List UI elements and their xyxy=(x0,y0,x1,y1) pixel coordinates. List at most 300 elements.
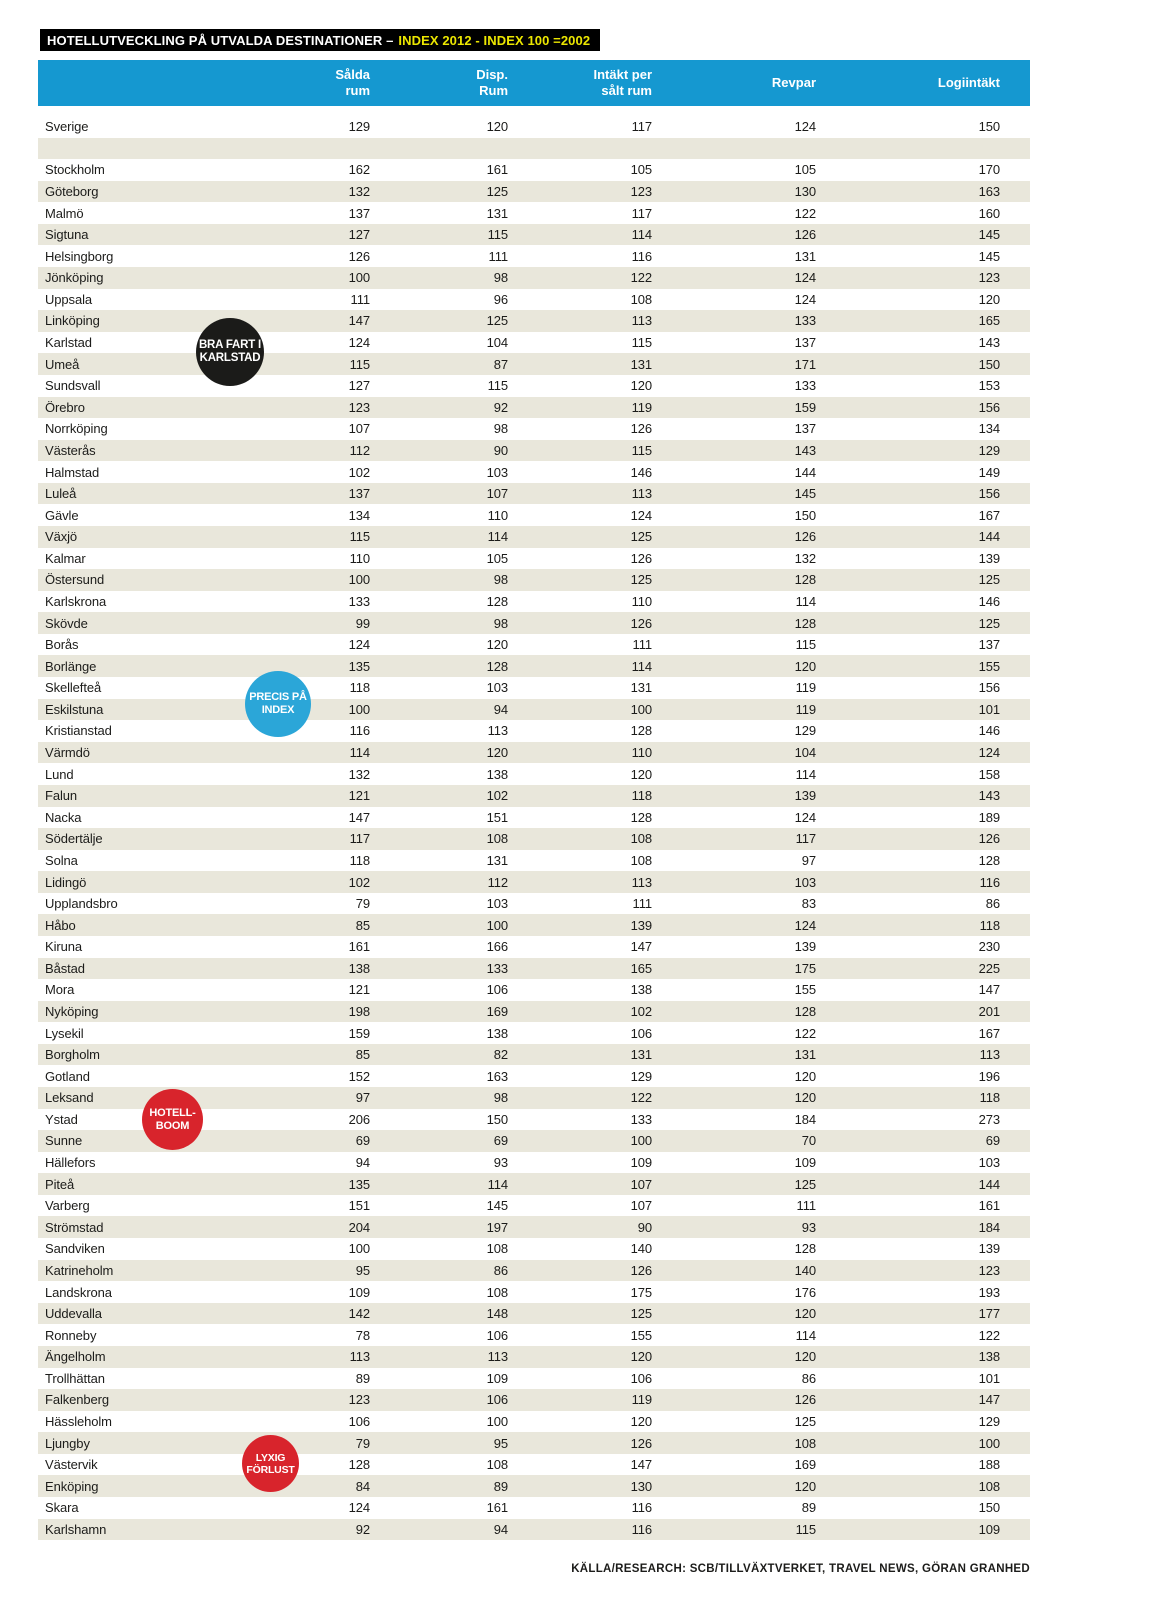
value-cell: 109 xyxy=(486,1370,508,1386)
value-cell: 156 xyxy=(978,486,1000,502)
value-cell: 131 xyxy=(794,1047,816,1063)
value-cell: 119 xyxy=(795,680,816,696)
value-cell: 105 xyxy=(486,550,508,566)
destination-name: Södertälje xyxy=(45,831,103,847)
value-cell: 114 xyxy=(795,766,816,782)
value-cell: 89 xyxy=(355,1370,370,1386)
value-cell: 122 xyxy=(630,270,652,286)
value-cell: 131 xyxy=(630,680,652,696)
value-cell: 86 xyxy=(985,896,1000,912)
value-cell: 86 xyxy=(493,1262,508,1278)
value-cell: 188 xyxy=(978,1457,1000,1473)
column-header-salda-rum: Sålda rum xyxy=(335,67,370,98)
destination-name: Sandviken xyxy=(45,1241,105,1257)
destination-name: Katrineholm xyxy=(45,1262,114,1278)
badge-hotell-boom xyxy=(142,1089,203,1150)
value-cell: 129 xyxy=(348,119,370,135)
value-cell: 117 xyxy=(631,205,652,221)
value-cell: 123 xyxy=(978,1262,1000,1278)
value-cell: 115 xyxy=(487,378,508,394)
value-cell: 95 xyxy=(355,1262,370,1278)
table-row xyxy=(38,1238,1030,1260)
value-cell: 105 xyxy=(794,162,816,178)
value-cell: 96 xyxy=(493,291,508,307)
destination-name: Falun xyxy=(45,788,78,804)
value-cell: 160 xyxy=(978,205,1000,221)
table-row xyxy=(38,1044,1030,1066)
table-row xyxy=(38,591,1030,613)
value-cell: 108 xyxy=(486,1241,508,1257)
destination-name: Karlshamn xyxy=(45,1521,107,1537)
destination-name: Sverige xyxy=(45,119,89,135)
value-cell: 176 xyxy=(794,1284,816,1300)
value-cell: 113 xyxy=(631,313,652,329)
value-cell: 162 xyxy=(348,162,370,178)
value-cell: 116 xyxy=(631,1521,652,1537)
destination-name: Solna xyxy=(45,852,78,868)
destination-name: Västerås xyxy=(45,442,96,458)
value-cell: 89 xyxy=(801,1500,816,1516)
value-cell: 175 xyxy=(630,1284,652,1300)
column-header-revpar: Revpar xyxy=(771,75,816,90)
value-cell: 118 xyxy=(631,788,652,804)
table-row xyxy=(38,1152,1030,1174)
table-row xyxy=(38,526,1030,548)
value-cell: 110 xyxy=(631,594,652,609)
destination-name: Borlänge xyxy=(45,658,97,674)
table-header-row xyxy=(38,60,1030,106)
value-cell: 126 xyxy=(630,421,652,437)
value-cell: 149 xyxy=(978,464,1000,480)
destination-name: Lidingö xyxy=(45,874,87,890)
value-cell: 132 xyxy=(794,550,816,566)
value-cell: 139 xyxy=(794,788,816,804)
value-cell: 138 xyxy=(486,1025,508,1041)
value-cell: 139 xyxy=(794,939,816,955)
value-cell: 130 xyxy=(794,184,816,200)
destination-name: Lund xyxy=(45,766,74,782)
value-cell: 79 xyxy=(355,896,370,912)
table-row xyxy=(38,310,1030,332)
value-cell: 111 xyxy=(488,248,508,264)
value-cell: 126 xyxy=(348,248,370,264)
value-cell: 69 xyxy=(985,1133,1000,1149)
value-cell: 169 xyxy=(486,1003,508,1019)
value-cell: 111 xyxy=(632,637,652,653)
value-cell: 152 xyxy=(348,1068,370,1084)
value-cell: 144 xyxy=(978,1176,1000,1192)
value-cell: 125 xyxy=(630,1306,652,1322)
destination-name: Eskilstuna xyxy=(45,701,104,717)
table-row xyxy=(38,634,1030,656)
destination-name: Skara xyxy=(45,1500,79,1516)
destination-name: Hässleholm xyxy=(45,1413,112,1429)
destination-name: Sigtuna xyxy=(45,227,89,243)
value-cell: 143 xyxy=(978,788,1000,804)
value-cell: 125 xyxy=(794,1176,816,1192)
value-cell: 115 xyxy=(349,529,370,545)
table-row xyxy=(38,1475,1030,1497)
value-cell: 138 xyxy=(486,766,508,782)
column-header-disp-rum: Disp. Rum xyxy=(476,67,508,98)
value-cell: 116 xyxy=(979,874,1000,890)
value-cell: 150 xyxy=(978,119,1000,135)
value-cell: 113 xyxy=(631,486,652,502)
value-cell: 109 xyxy=(348,1284,370,1300)
value-cell: 146 xyxy=(978,594,1000,609)
table-row xyxy=(38,548,1030,570)
value-cell: 151 xyxy=(486,809,508,825)
value-cell: 109 xyxy=(978,1521,1000,1537)
value-cell: 69 xyxy=(355,1133,370,1149)
value-cell: 115 xyxy=(349,356,370,372)
value-cell: 108 xyxy=(630,852,652,868)
value-cell: 132 xyxy=(348,184,370,200)
table-row xyxy=(38,936,1030,958)
destination-name: Nacka xyxy=(45,809,82,825)
value-cell: 129 xyxy=(630,1068,652,1084)
destination-name: Malmö xyxy=(45,205,84,221)
value-cell: 120 xyxy=(794,1349,816,1365)
value-cell: 126 xyxy=(794,529,816,545)
table-row xyxy=(38,116,1030,138)
value-cell: 155 xyxy=(978,658,1000,674)
table-row xyxy=(38,1022,1030,1044)
destination-name: Borås xyxy=(45,637,79,653)
value-cell: 100 xyxy=(630,701,652,717)
spacer-row xyxy=(38,138,1030,160)
value-cell: 119 xyxy=(631,399,652,415)
destination-name: Helsingborg xyxy=(45,248,114,264)
destination-name: Ljungby xyxy=(45,1435,90,1451)
page-title xyxy=(40,29,600,51)
value-cell: 120 xyxy=(794,658,816,674)
value-cell: 156 xyxy=(978,680,1000,696)
table-row xyxy=(38,1324,1030,1346)
value-cell: 117 xyxy=(631,119,652,135)
value-cell: 125 xyxy=(978,615,1000,631)
value-cell: 120 xyxy=(794,1090,816,1106)
value-cell: 144 xyxy=(794,464,816,480)
value-cell: 120 xyxy=(630,1413,652,1429)
value-cell: 100 xyxy=(348,701,370,717)
value-cell: 163 xyxy=(486,1068,508,1084)
destination-name: Gotland xyxy=(45,1068,90,1084)
value-cell: 128 xyxy=(794,1241,816,1257)
value-cell: 131 xyxy=(794,248,816,264)
destination-name: Karlstad xyxy=(45,335,92,351)
value-cell: 98 xyxy=(493,572,508,588)
value-cell: 150 xyxy=(486,1111,508,1127)
destination-name: Sundsvall xyxy=(45,378,101,394)
table-row xyxy=(38,202,1030,224)
value-cell: 123 xyxy=(630,184,652,200)
value-cell: 147 xyxy=(978,1392,1000,1408)
table-row xyxy=(38,699,1030,721)
value-cell: 107 xyxy=(486,486,508,502)
destination-name: Uddevalla xyxy=(45,1306,102,1322)
badge-bra-fart-i-karlstad xyxy=(196,318,264,386)
value-cell: 109 xyxy=(794,1155,816,1171)
table-row xyxy=(38,418,1030,440)
value-cell: 128 xyxy=(794,572,816,588)
value-cell: 125 xyxy=(486,313,508,329)
destination-name: Kristianstad xyxy=(45,723,112,739)
value-cell: 94 xyxy=(355,1155,370,1171)
value-cell: 206 xyxy=(348,1111,370,1127)
table-row xyxy=(38,1497,1030,1519)
value-cell: 196 xyxy=(978,1068,1000,1084)
value-cell: 112 xyxy=(487,874,508,890)
value-cell: 201 xyxy=(978,1003,1000,1019)
value-cell: 98 xyxy=(493,1090,508,1106)
value-cell: 184 xyxy=(794,1111,816,1127)
destination-name: Örebro xyxy=(45,399,85,415)
destination-name: Hällefors xyxy=(45,1155,96,1171)
value-cell: 86 xyxy=(801,1370,816,1386)
value-cell: 128 xyxy=(794,1003,816,1019)
value-cell: 125 xyxy=(630,572,652,588)
table-row xyxy=(38,1173,1030,1195)
value-cell: 144 xyxy=(978,529,1000,545)
value-cell: 128 xyxy=(794,615,816,631)
value-cell: 204 xyxy=(348,1219,370,1235)
table-row xyxy=(38,267,1030,289)
value-cell: 118 xyxy=(349,852,370,868)
destination-name: Växjö xyxy=(45,529,78,545)
table-row xyxy=(38,397,1030,419)
value-cell: 184 xyxy=(978,1219,1000,1235)
value-cell: 94 xyxy=(493,1521,508,1537)
table-row xyxy=(38,289,1030,311)
value-cell: 128 xyxy=(486,658,508,674)
destination-name: Halmstad xyxy=(45,464,100,480)
value-cell: 108 xyxy=(978,1478,1000,1494)
destination-name: Trollhättan xyxy=(45,1370,105,1386)
value-cell: 115 xyxy=(631,442,652,458)
value-cell: 124 xyxy=(794,270,816,286)
badge-text-line: BOOM xyxy=(155,1119,190,1132)
value-cell: 118 xyxy=(979,917,1000,933)
value-cell: 133 xyxy=(486,960,508,976)
destination-name: Göteborg xyxy=(45,184,99,200)
value-cell: 127 xyxy=(348,378,370,394)
value-cell: 146 xyxy=(630,464,652,480)
value-cell: 115 xyxy=(487,227,508,243)
table-row xyxy=(38,742,1030,764)
value-cell: 147 xyxy=(630,939,652,955)
destination-name: Enköping xyxy=(45,1478,99,1494)
value-cell: 126 xyxy=(794,227,816,243)
value-cell: 147 xyxy=(348,809,370,825)
value-cell: 111 xyxy=(350,291,370,307)
table-row xyxy=(38,958,1030,980)
table-row xyxy=(38,763,1030,785)
table-row xyxy=(38,1451,1030,1476)
value-cell: 100 xyxy=(486,917,508,933)
value-cell: 97 xyxy=(801,852,816,868)
value-cell: 97 xyxy=(355,1090,370,1106)
table-row xyxy=(38,850,1030,872)
value-cell: 110 xyxy=(487,507,508,523)
value-cell: 197 xyxy=(486,1219,508,1235)
value-cell: 126 xyxy=(978,831,1000,847)
value-cell: 165 xyxy=(630,960,652,976)
column-header-destination xyxy=(38,60,238,106)
destination-name: Mora xyxy=(45,982,75,998)
value-cell: 138 xyxy=(978,1349,1000,1365)
destination-name: Skövde xyxy=(45,615,88,631)
value-cell: 123 xyxy=(348,1392,370,1408)
value-cell: 125 xyxy=(630,529,652,545)
badge-text-line: PRECIS PÅ xyxy=(249,691,307,703)
badge-text-line: BRA FART I xyxy=(198,339,262,351)
table-row xyxy=(38,181,1030,203)
value-cell: 103 xyxy=(486,680,508,696)
value-cell: 128 xyxy=(348,1457,370,1473)
table-row xyxy=(38,807,1030,829)
value-cell: 118 xyxy=(349,680,370,696)
value-cell: 138 xyxy=(348,960,370,976)
value-cell: 198 xyxy=(348,1003,370,1019)
destination-name: Kalmar xyxy=(45,550,86,566)
value-cell: 128 xyxy=(978,852,1000,868)
value-cell: 167 xyxy=(978,507,1000,523)
table-row xyxy=(38,353,1030,375)
value-cell: 124 xyxy=(794,917,816,933)
value-cell: 100 xyxy=(348,572,370,588)
value-cell: 273 xyxy=(978,1111,1000,1127)
value-cell: 124 xyxy=(794,809,816,825)
table-row xyxy=(38,871,1030,893)
value-cell: 165 xyxy=(978,313,1000,329)
value-cell: 161 xyxy=(486,1500,508,1516)
value-cell: 114 xyxy=(631,658,652,674)
value-cell: 147 xyxy=(348,313,370,329)
table-row xyxy=(38,893,1030,915)
table-row xyxy=(38,1260,1030,1282)
value-cell: 125 xyxy=(794,1413,816,1429)
value-cell: 117 xyxy=(349,831,370,847)
value-cell: 114 xyxy=(795,594,816,609)
table-row xyxy=(38,375,1030,397)
value-cell: 146 xyxy=(978,723,1000,739)
table-row xyxy=(38,979,1030,1001)
destination-name: Strömstad xyxy=(45,1219,104,1235)
badge-text-line: KARLSTAD xyxy=(199,352,261,364)
destination-name: Stockholm xyxy=(45,162,105,178)
value-cell: 137 xyxy=(348,205,370,221)
destination-name: Borgholm xyxy=(45,1047,100,1063)
value-cell: 135 xyxy=(348,1176,370,1192)
value-cell: 159 xyxy=(348,1025,370,1041)
value-cell: 175 xyxy=(794,960,816,976)
destination-name: Håbo xyxy=(45,917,76,933)
value-cell: 100 xyxy=(486,1413,508,1429)
value-cell: 155 xyxy=(794,982,816,998)
value-cell: 112 xyxy=(349,442,370,458)
value-cell: 120 xyxy=(486,119,508,135)
value-cell: 94 xyxy=(493,701,508,717)
table-row xyxy=(38,332,1030,354)
value-cell: 163 xyxy=(978,184,1000,200)
value-cell: 124 xyxy=(794,291,816,307)
value-cell: 193 xyxy=(978,1284,1000,1300)
value-cell: 126 xyxy=(630,1435,652,1451)
value-cell: 104 xyxy=(486,335,508,351)
value-cell: 93 xyxy=(801,1219,816,1235)
value-cell: 122 xyxy=(794,1025,816,1041)
badge-lyxig-forlust xyxy=(242,1435,299,1492)
value-cell: 105 xyxy=(630,162,652,178)
table-row xyxy=(38,1001,1030,1023)
value-cell: 145 xyxy=(978,248,1000,264)
value-cell: 129 xyxy=(978,442,1000,458)
table-row xyxy=(38,720,1030,742)
value-cell: 107 xyxy=(630,1176,652,1192)
value-cell: 98 xyxy=(493,270,508,286)
value-cell: 113 xyxy=(349,1349,370,1365)
value-cell: 122 xyxy=(794,205,816,221)
table-row xyxy=(38,224,1030,246)
value-cell: 113 xyxy=(979,1047,1000,1063)
column-header-intakt-per-salt-rum: Intäkt per sålt rum xyxy=(593,67,652,98)
value-cell: 107 xyxy=(630,1198,652,1214)
destination-name: Östersund xyxy=(45,572,105,588)
value-cell: 123 xyxy=(978,270,1000,286)
destination-name: Nyköping xyxy=(45,1003,99,1019)
value-cell: 78 xyxy=(355,1327,370,1343)
value-cell: 124 xyxy=(978,745,1000,761)
value-cell: 167 xyxy=(978,1025,1000,1041)
value-cell: 95 xyxy=(493,1435,508,1451)
value-cell: 145 xyxy=(794,486,816,502)
value-cell: 230 xyxy=(978,939,1000,955)
table-row xyxy=(38,159,1030,181)
value-cell: 70 xyxy=(801,1133,816,1149)
value-cell: 161 xyxy=(978,1198,1000,1214)
value-cell: 100 xyxy=(630,1133,652,1149)
table-row xyxy=(38,504,1030,526)
value-cell: 69 xyxy=(493,1133,508,1149)
value-cell: 133 xyxy=(630,1111,652,1127)
value-cell: 108 xyxy=(794,1435,816,1451)
value-cell: 155 xyxy=(630,1327,652,1343)
destination-name: Piteå xyxy=(45,1176,75,1192)
value-cell: 79 xyxy=(355,1435,370,1451)
value-cell: 126 xyxy=(630,615,652,631)
value-cell: 122 xyxy=(630,1090,652,1106)
value-cell: 133 xyxy=(794,313,816,329)
value-cell: 118 xyxy=(979,1090,1000,1106)
value-cell: 124 xyxy=(348,637,370,653)
value-cell: 120 xyxy=(486,637,508,653)
title-white-text: HOTELLUTVECKLING PÅ UTVALDA DESTINATIONER – xyxy=(47,32,394,48)
value-cell: 139 xyxy=(978,1241,1000,1257)
value-cell: 124 xyxy=(630,507,652,523)
destination-name: Gävle xyxy=(45,507,79,523)
value-cell: 98 xyxy=(493,421,508,437)
destination-name: Upplandsbro xyxy=(45,896,118,912)
table-row xyxy=(38,483,1030,505)
value-cell: 113 xyxy=(487,723,508,739)
value-cell: 106 xyxy=(348,1413,370,1429)
table-row xyxy=(38,1389,1030,1411)
value-cell: 131 xyxy=(630,356,652,372)
value-cell: 120 xyxy=(978,291,1000,307)
table-row xyxy=(38,1303,1030,1325)
value-cell: 102 xyxy=(348,874,370,890)
